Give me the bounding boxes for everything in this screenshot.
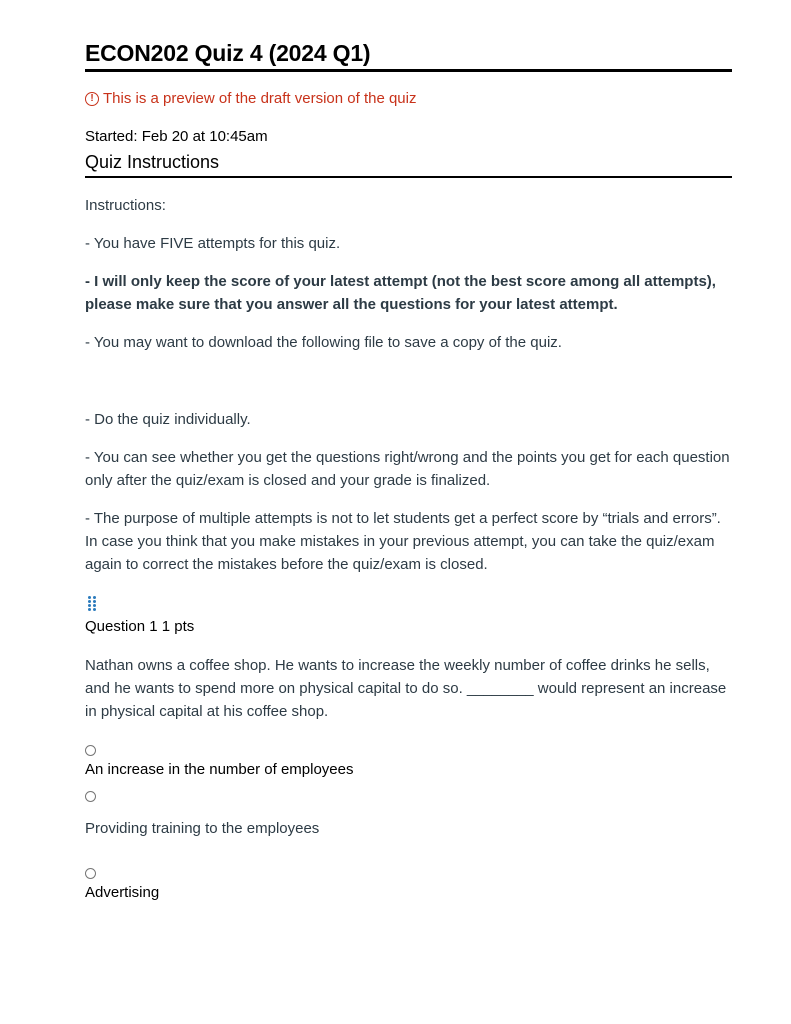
answer-option[interactable] [85,868,732,902]
question-text: Nathan owns a coffee shop. He wants to increase the weekly number of coffee drinks he sells, and he wants to spend more on physical capital to do so. ________ would represent an increase in physical capital at his coffee shop. [85,657,727,720]
answer-option[interactable] [85,745,732,779]
answer-label: An increase in the number of employees [85,761,354,778]
instructions-body [85,194,732,576]
instruction-individual: - Do the quiz individually. [85,411,251,428]
preview-notice [85,90,732,108]
instruction-attempts: - You have FIVE attempts for this quiz. [85,235,341,252]
quiz-page [85,0,732,902]
answer-option[interactable] [85,791,732,838]
answer-radio[interactable] [85,791,96,802]
answer-radio[interactable] [85,745,96,756]
warning-icon: ! [85,92,99,106]
instruction-download: - You may want to download the following file to save a copy of the quiz. [85,334,562,351]
instruction-purpose: - The purpose of multiple attempts is not to let students get a perfect score by “trials and errors”. In case you think that you make mistakes in your previous attempt, you can take the quiz/exam again to correct the mistakes before the quiz/exam is closed. [85,510,721,573]
answer-radio[interactable] [85,868,96,879]
instructions-heading: Quiz Instructions [85,152,220,172]
instructions-divider [85,176,732,178]
preview-notice-text: This is a preview of the draft version of the quiz [103,90,417,107]
title-divider [85,69,732,72]
instruction-feedback: - You can see whether you get the questions right/wrong and the points you get for each question only after the quiz/exam is closed and your grade is finalized. [85,449,730,489]
answer-label: Advertising [85,884,160,901]
answer-label: Providing training to the employees [85,820,320,837]
instructions-label: Instructions: [85,197,166,214]
question-header: Question 1 1 pts [85,618,195,635]
page-title: ECON202 Quiz 4 (2024 Q1) [85,40,371,66]
drag-handle-icon[interactable] [88,596,98,612]
started-timestamp: Started: Feb 20 at 10:45am [85,128,268,145]
instruction-latest-attempt: - I will only keep the score of your latest attempt (not the best score among all attempts), please make sure that you answer all the questions for your latest attempt. [85,273,716,313]
